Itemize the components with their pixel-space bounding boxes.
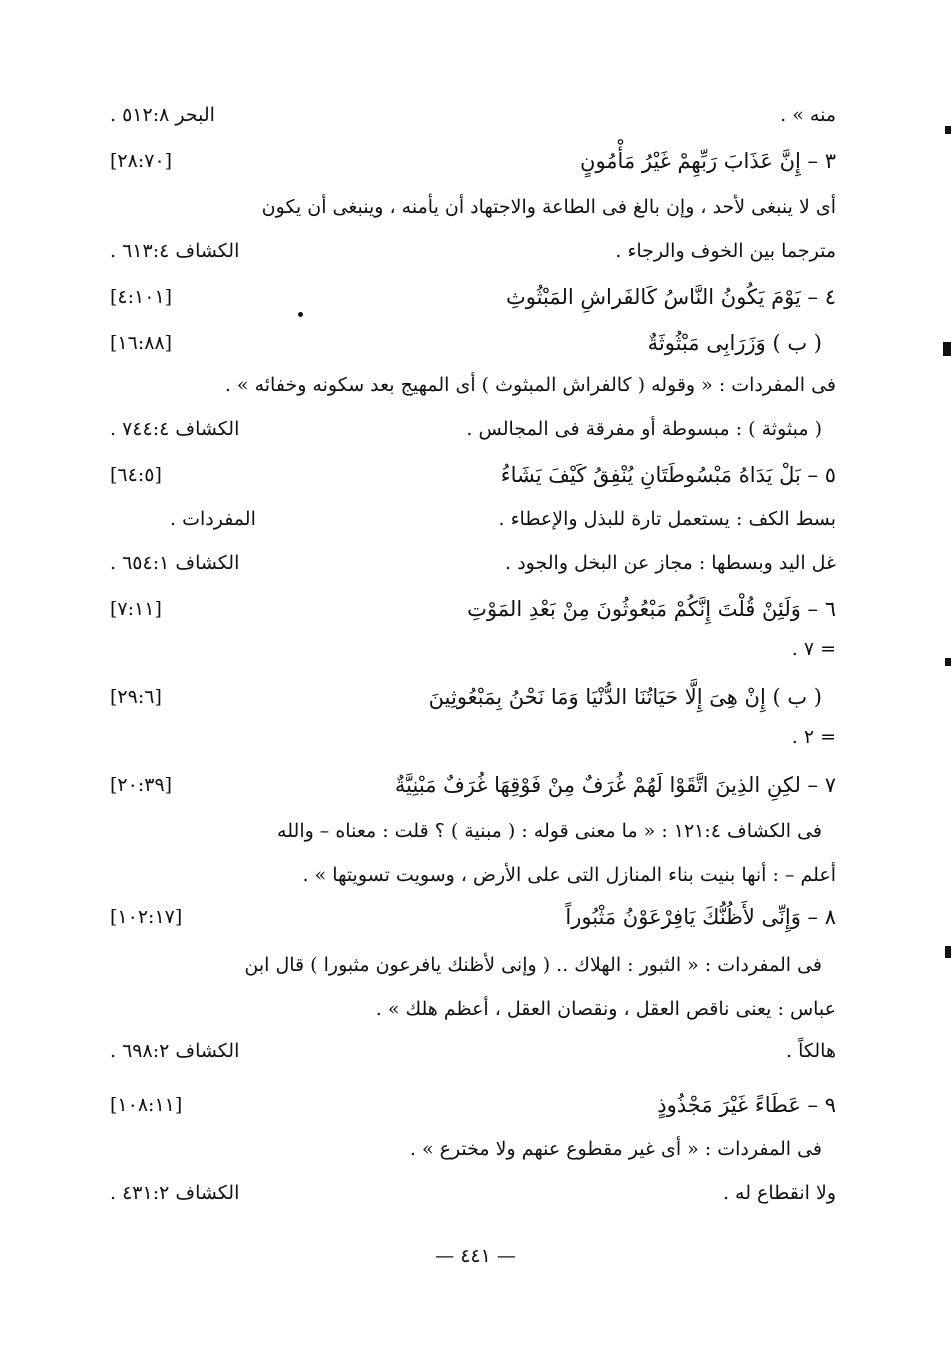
text-line	[110, 856, 836, 894]
quran-verse: ٥ – بَلْ يَدَاهُ مَبْسُوطَتَانِ يُنْفِقُ كَيْفَ يَشَاءُ	[500, 463, 836, 487]
verse-reference: [٢٠:٣٩]	[110, 774, 173, 796]
scan-edge-mark	[945, 126, 951, 134]
quran-verse: ٦ – وَلَئِنْ قُلْتَ إِنَّكُمْ مَبْعُوثُونَ مِنْ بَعْدِ المَوْتِ	[467, 597, 836, 621]
source-ref: الكشاف ٦٥٤:١ .	[110, 552, 240, 574]
source-ref: المفردات .	[170, 508, 256, 530]
scan-edge-mark	[945, 658, 951, 666]
line-text: ( مبثوثة ) : مبسوطة أو مفرقة فى المجالس .	[466, 418, 822, 440]
quran-verse-line	[110, 590, 836, 628]
verse-reference: [٧:١١]	[110, 598, 162, 620]
text-line	[110, 410, 836, 448]
line-text: فى الكشاف ١٢١:٤ : « ما معنى قوله : ( مبنية ) ؟ قلت : معناه – والله	[277, 820, 822, 842]
quran-verse: ( ب ) وَزَرَابِى مَبْثُوثَةٌ	[647, 331, 822, 355]
text-line	[110, 990, 836, 1028]
quran-verse-line	[110, 142, 836, 180]
text-line	[110, 544, 836, 582]
text-line	[110, 1032, 836, 1070]
text-line	[110, 366, 836, 404]
text-line	[110, 1130, 836, 1168]
quran-verse-line	[110, 324, 836, 362]
page-number: — ٤٤١ —	[435, 1245, 516, 1267]
source-ref: الكشاف ٦٩٨:٢ .	[110, 1040, 240, 1062]
quran-verse-line	[110, 278, 836, 316]
verse-reference: [٦٤:٥]	[110, 464, 162, 486]
line-text: ولا انقطاع له .	[722, 1182, 836, 1204]
verse-reference: [٢٨:٧٠]	[110, 150, 173, 172]
line-text: = ٧ .	[791, 638, 836, 660]
verse-reference: [١٦:٨٨]	[110, 332, 173, 354]
text-line	[110, 232, 836, 270]
line-text: منه » .	[780, 104, 836, 126]
line-text: مترجما بين الخوف والرجاء .	[615, 240, 836, 262]
source-ref: البحر ٥١٢:٨ .	[110, 104, 215, 126]
scan-edge-mark	[943, 342, 951, 356]
line-text: أعلم – : أنها بنيت بناء المنازل التى على الأرض ، وسويت تسويتها » .	[302, 864, 836, 886]
text-line	[110, 718, 836, 756]
line-text: فى المفردات : « أى غير مقطوع عنهم ولا مخترع » .	[409, 1138, 822, 1160]
line-text: هالكاً .	[786, 1040, 836, 1062]
text-line	[110, 1174, 836, 1212]
source-ref: الكشاف ٦١٣:٤ .	[110, 240, 240, 262]
quran-verse: ٩ – عَطَاءً غَيْرَ مَجْذُوذٍ	[657, 1093, 836, 1117]
text-line	[110, 188, 836, 226]
verse-reference: [١٠٢:١٧]	[110, 906, 183, 928]
quran-verse-line	[110, 456, 836, 494]
text-line	[110, 812, 836, 850]
verse-reference: [١٠٨:١١]	[110, 1094, 183, 1116]
text-line	[110, 96, 836, 134]
text-line	[110, 946, 836, 984]
scan-edge-mark	[945, 946, 951, 958]
source-ref: الكشاف ٧٤٤:٤ .	[110, 418, 240, 440]
line-text: غل اليد وبسطها : مجاز عن البخل والجود .	[505, 552, 836, 574]
quran-verse-line	[110, 678, 836, 716]
quran-verse: ٧ – لكِنِ الذِينَ اتَّقَوْا لَهُمْ غُرَفٌ مِنْ فَوْقِهَا غُرَفٌ مَبْنِيَّةٌ	[394, 773, 836, 797]
quran-verse: ٣ – إِنَّ عَذَابَ رَبِّهِمْ غَيْرُ مَأْمُونٍ	[580, 149, 836, 173]
quran-verse: ٤ – يَوْمَ يَكُونُ النَّاسُ كَالفَراشِ المَبْثُوثِ	[506, 285, 836, 309]
quran-verse-line	[110, 1086, 836, 1124]
verse-reference: [٢٩:٦]	[110, 686, 162, 708]
line-text: = ٢ .	[791, 726, 836, 748]
quran-verse-line	[110, 766, 836, 804]
line-text: أى لا ينبغى لأحد ، وإن بالغ فى الطاعة والاجتهاد أن يأمنه ، وينبغى أن يكون	[261, 196, 836, 218]
source-ref: الكشاف ٤٣١:٢ .	[110, 1182, 240, 1204]
verse-reference: [٤:١٠١]	[110, 286, 173, 308]
text-line	[110, 500, 836, 538]
line-text: بسط الكف : يستعمل تارة للبذل والإعطاء .	[498, 508, 836, 530]
line-text: فى المفردات : « الثبور : الهلاك .. ( وإنى لأظنك يافرعون مثبورا ) قال ابن	[244, 954, 822, 976]
scan-speck	[298, 312, 303, 317]
quran-verse-line	[110, 898, 836, 936]
text-line	[110, 630, 836, 668]
quran-verse: ( ب ) إِنْ هِىَ إِلَّا حَيَاتُنَا الدُّنْيَا وَمَا نَحْنُ بِمَبْعُوثِينَ	[428, 685, 822, 709]
line-text: عباس : يعنى ناقص العقل ، ونقصان العقل ، أعظم هلك » .	[375, 998, 836, 1020]
quran-verse: ٨ – وَإِنِّى لأَظُنُّكَ يَافِرْعَوْنُ مَثْبُوراً	[565, 905, 836, 929]
line-text: فى المفردات : « وقوله ( كالفراش المبثوث ) أى المهيج بعد سكونه وخفائه » .	[224, 374, 836, 396]
